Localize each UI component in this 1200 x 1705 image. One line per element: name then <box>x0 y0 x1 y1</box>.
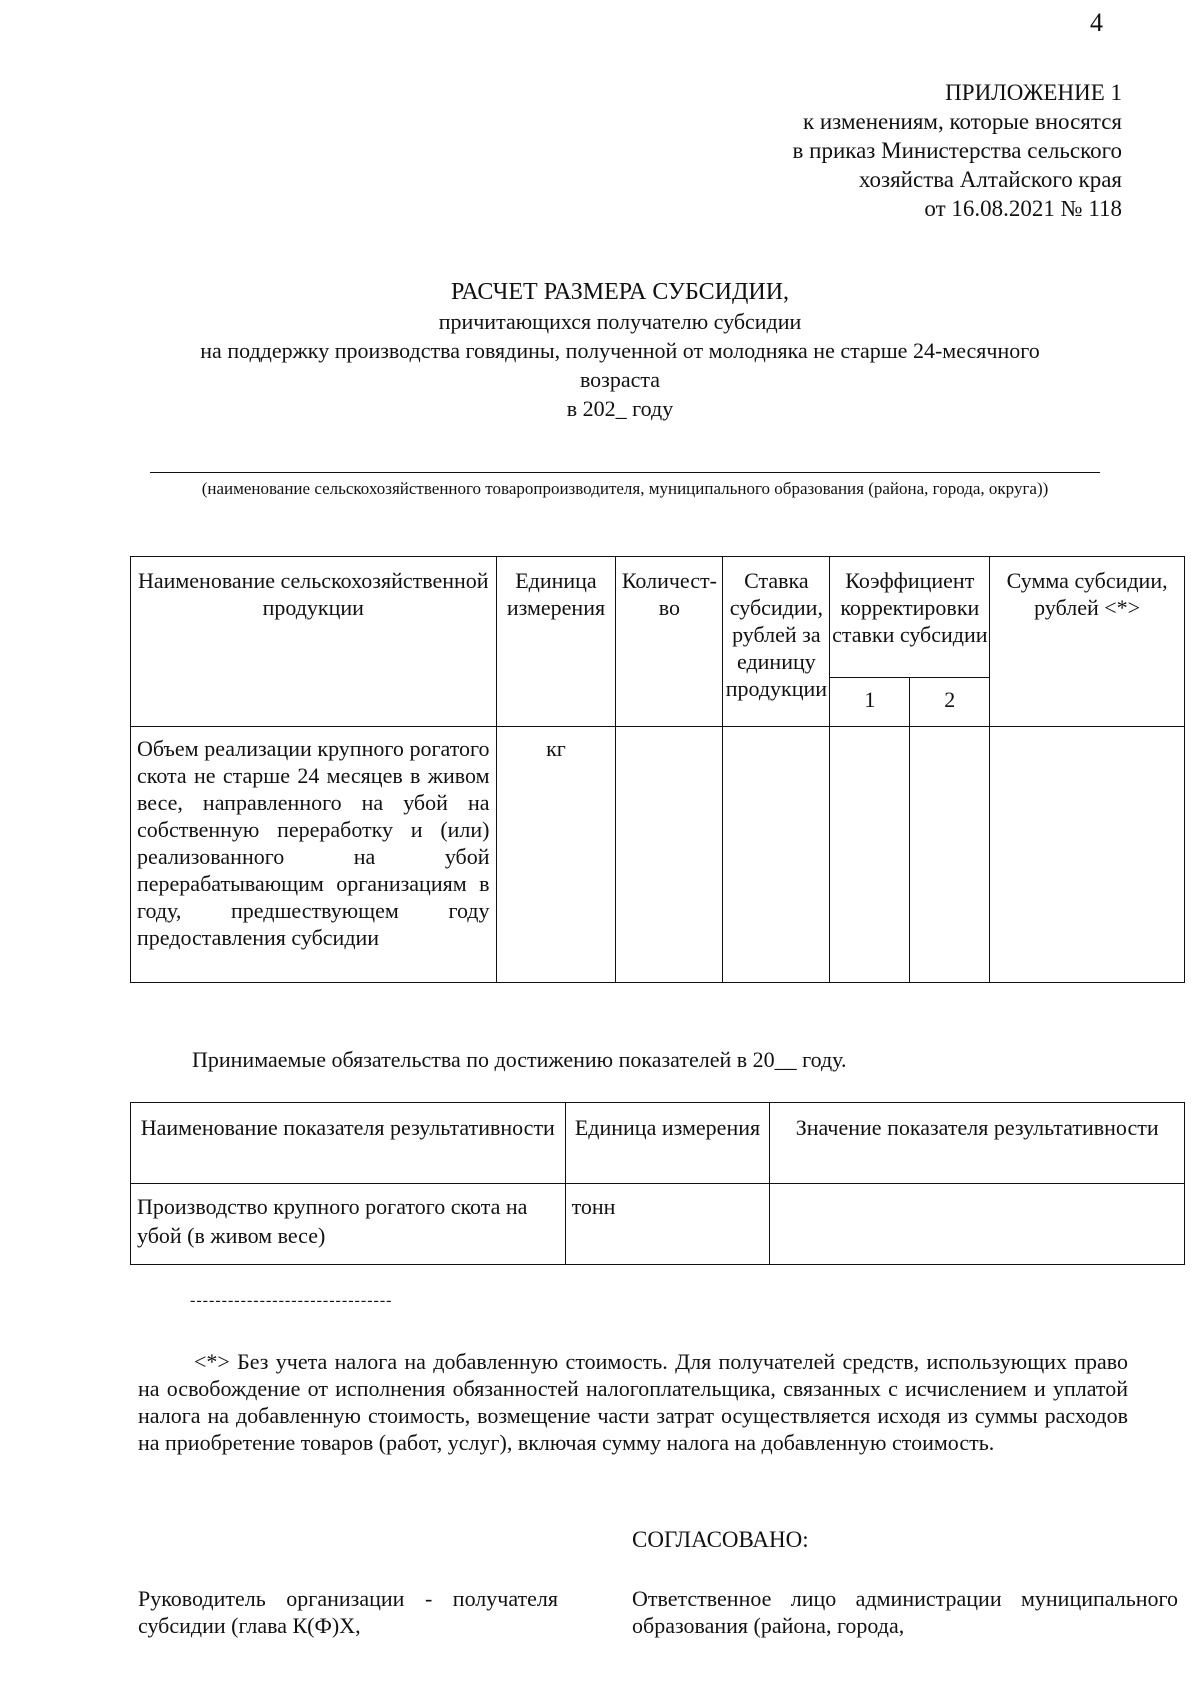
signature-left: Руководитель организации - получателя субсидии (глава К(Ф)Х, <box>138 1586 558 1638</box>
title-line: на поддержку производства говядины, полученной от молодняка не старше 24-месячного <box>200 338 1040 363</box>
subsidy-calculation-table <box>130 556 1185 983</box>
header-product: Наименование сельскохозяйственной продукции <box>131 557 497 727</box>
header-quantity: Количест-во <box>616 557 723 727</box>
cell-coefficient-2 <box>910 727 990 983</box>
title-main: РАСЧЕТ РАЗМЕРА СУБСИДИИ, <box>450 279 790 305</box>
appendix-header <box>793 78 1122 223</box>
header-coefficient: Коэффициент корректировки ставки субсидии <box>830 557 990 678</box>
appendix-line: от 16.08.2021 № 118 <box>924 196 1122 221</box>
cell-quantity <box>616 727 723 983</box>
title-line: в 202_ году <box>566 396 674 421</box>
producer-name-caption: (наименование сельскохозяйственного товаропроизводителя, муниципального образования (района, города, округа)) <box>201 479 1049 498</box>
header-unit: Единица измерения <box>496 557 616 727</box>
cell-indicator-name: Производство крупного рогатого скота на убой (в живом весе) <box>131 1184 566 1265</box>
header-rate: Ставка субсидии, рублей за единицу продукции <box>723 557 830 727</box>
table-row <box>131 1184 1185 1265</box>
header-indicator-value: Значение показателя результативности <box>770 1103 1185 1184</box>
appendix-title: ПРИЛОЖЕНИЕ 1 <box>945 80 1122 105</box>
table-row <box>131 727 1185 983</box>
agreed-heading: СОГЛАСОВАНО: <box>632 1527 809 1552</box>
commitments-text: Принимаемые обязательства по достижению показателей в 20__ году. <box>192 1047 847 1072</box>
indicator-table <box>130 1102 1185 1265</box>
appendix-line: к изменениям, которые вносятся <box>802 109 1122 134</box>
cell-rate <box>723 727 830 983</box>
header-coefficient-2: 2 <box>910 678 990 727</box>
appendix-line: в приказ Министерства сельского <box>792 138 1122 163</box>
document-title <box>100 278 1140 423</box>
cell-sum <box>990 727 1185 983</box>
producer-name-line <box>150 472 1100 473</box>
title-line: возраста <box>579 367 661 392</box>
header-indicator-unit: Единица измерения <box>565 1103 770 1184</box>
title-line: причитающихся получателю субсидии <box>438 309 802 334</box>
signature-right: Ответственное лицо администрации муниципального образования (района, города, <box>632 1586 1178 1638</box>
footnote-divider: -------------------------------- <box>190 1292 393 1309</box>
footnote-text: <*> Без учета налога на добавленную стоимость. Для получателей средств, использующих право на освобождение от исполнения обязанностей налогоплательщика, связанных с исчислением и уплатой налога на добавленную стоимость, возмещение части затрат осуществляется исходя из суммы расходов на приобретение товаров (работ, услуг), включая сумму налога на добавленную стоимость. <box>138 1349 1128 1455</box>
cell-indicator-value <box>770 1184 1185 1265</box>
header-indicator-name: Наименование показателя результативности <box>131 1103 566 1184</box>
cell-coefficient-1 <box>830 727 910 983</box>
appendix-line: хозяйства Алтайского края <box>858 167 1122 192</box>
header-coefficient-1: 1 <box>830 678 910 727</box>
cell-indicator-unit: тонн <box>565 1184 770 1265</box>
cell-unit: кг <box>496 727 616 983</box>
page-number: 4 <box>1090 8 1103 37</box>
header-sum: Сумма субсидии, рублей <*> <box>990 557 1185 727</box>
cell-product: Объем реализации крупного рогатого скота не старше 24 месяцев в живом весе, направленного на убой на собственную переработку и (или) реализованного на убой перерабатывающим организациям в году, предшествующем году предоставления субсидии <box>131 727 497 983</box>
